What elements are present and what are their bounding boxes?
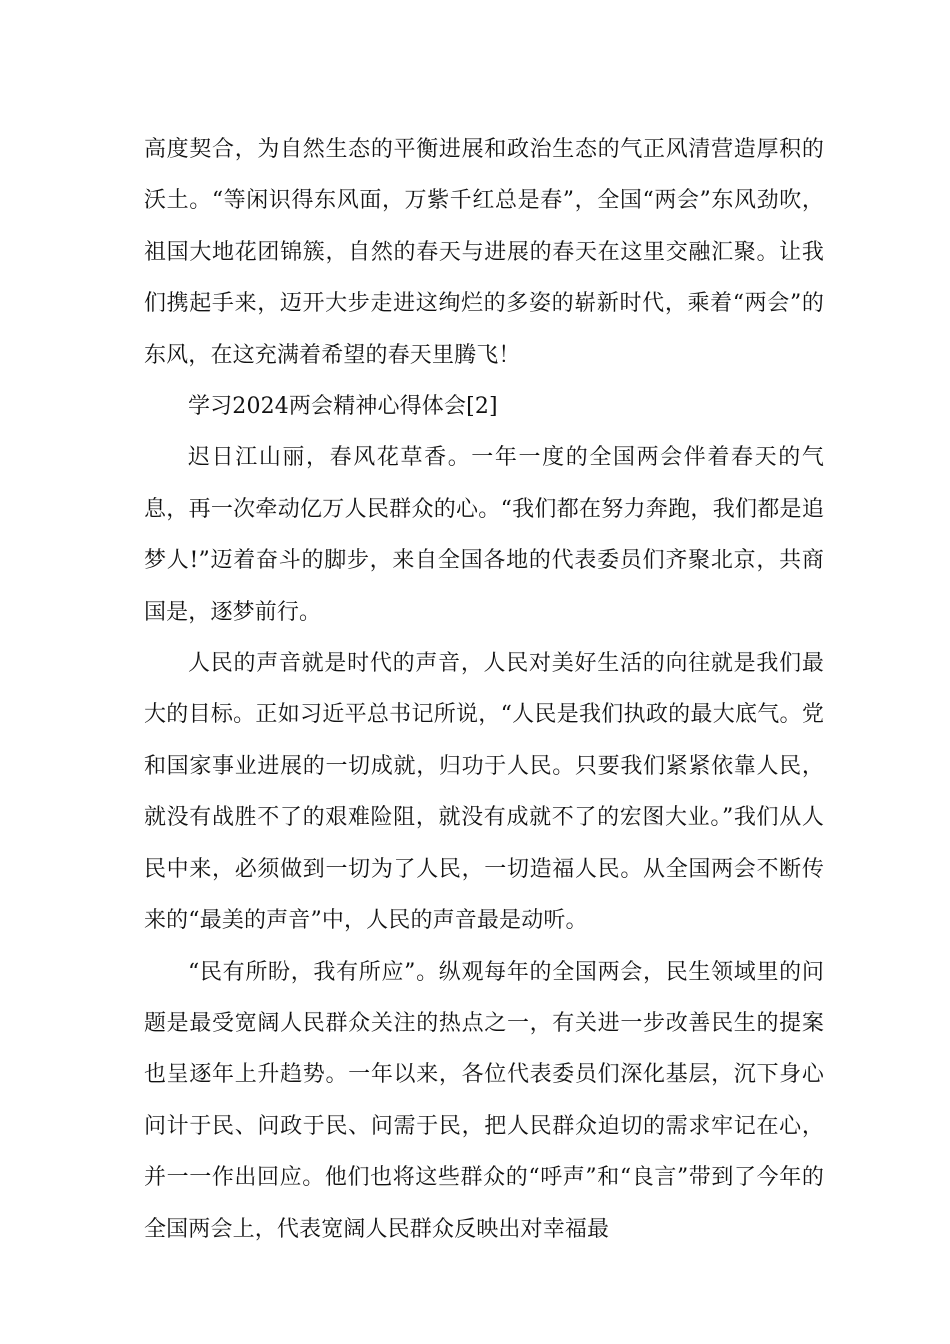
paragraph: 人民的声音就是时代的声音，人民对美好生活的向往就是我们最大的目标。正如习近平总书记所说，“人民是我们执政的最大底气。党和国家事业进展的一切成就，归功于人民。只要我们紧紧依靠人民，就没有战胜不了的艰难险阻，就没有成就不了的宏图大业。”我们从人民中来，必须做到一切为了人民，一切造福人民。从全国两会不断传来的“最美的声音”中，人民的声音最是动听。 [144,651,824,934]
section-heading: 学习2024两会精神心得体会[2] [188,394,498,420]
paragraph: “民有所盼，我有所应”。纵观每年的全国两会，民生领域里的问题是最受宽阔人民群众关注的热点之一，有关进一步改善民生的提案也呈逐年上升趋势。一年以来，各位代表委员们深化基层，沉下身心问计于民、问政于民、问需于民，把人民群众迫切的需求牢记在心，并一一作出回应。他们也将这些群众的“呼声”和“良言”带到了今年的全国两会上，代表宽阔人民群众反映出对幸福最 [144,959,824,1242]
paragraph-continuation: 高度契合，为自然生态的平衡进展和政治生态的气正风清营造厚积的沃土。“等闲识得东风面，万紫千红总是春”，全国“两会”东风劲吹，祖国大地花团锦簇，自然的春天与进展的春天在这里交融汇聚。让我们携起手来，迈开大步走进这绚烂的多姿的崭新时代，乘着“两会”的东风，在这充满着希望的春天里腾飞！ [144,137,824,368]
paragraph: 迟日江山丽，春风花草香。一年一度的全国两会伴着春天的气息，再一次牵动亿万人民群众的心。“我们都在努力奔跑，我们都是追梦人!”迈着奋斗的脚步，来自全国各地的代表委员们齐聚北京，共商国是，逐梦前行。 [144,445,824,625]
document-body [144,124,824,1255]
